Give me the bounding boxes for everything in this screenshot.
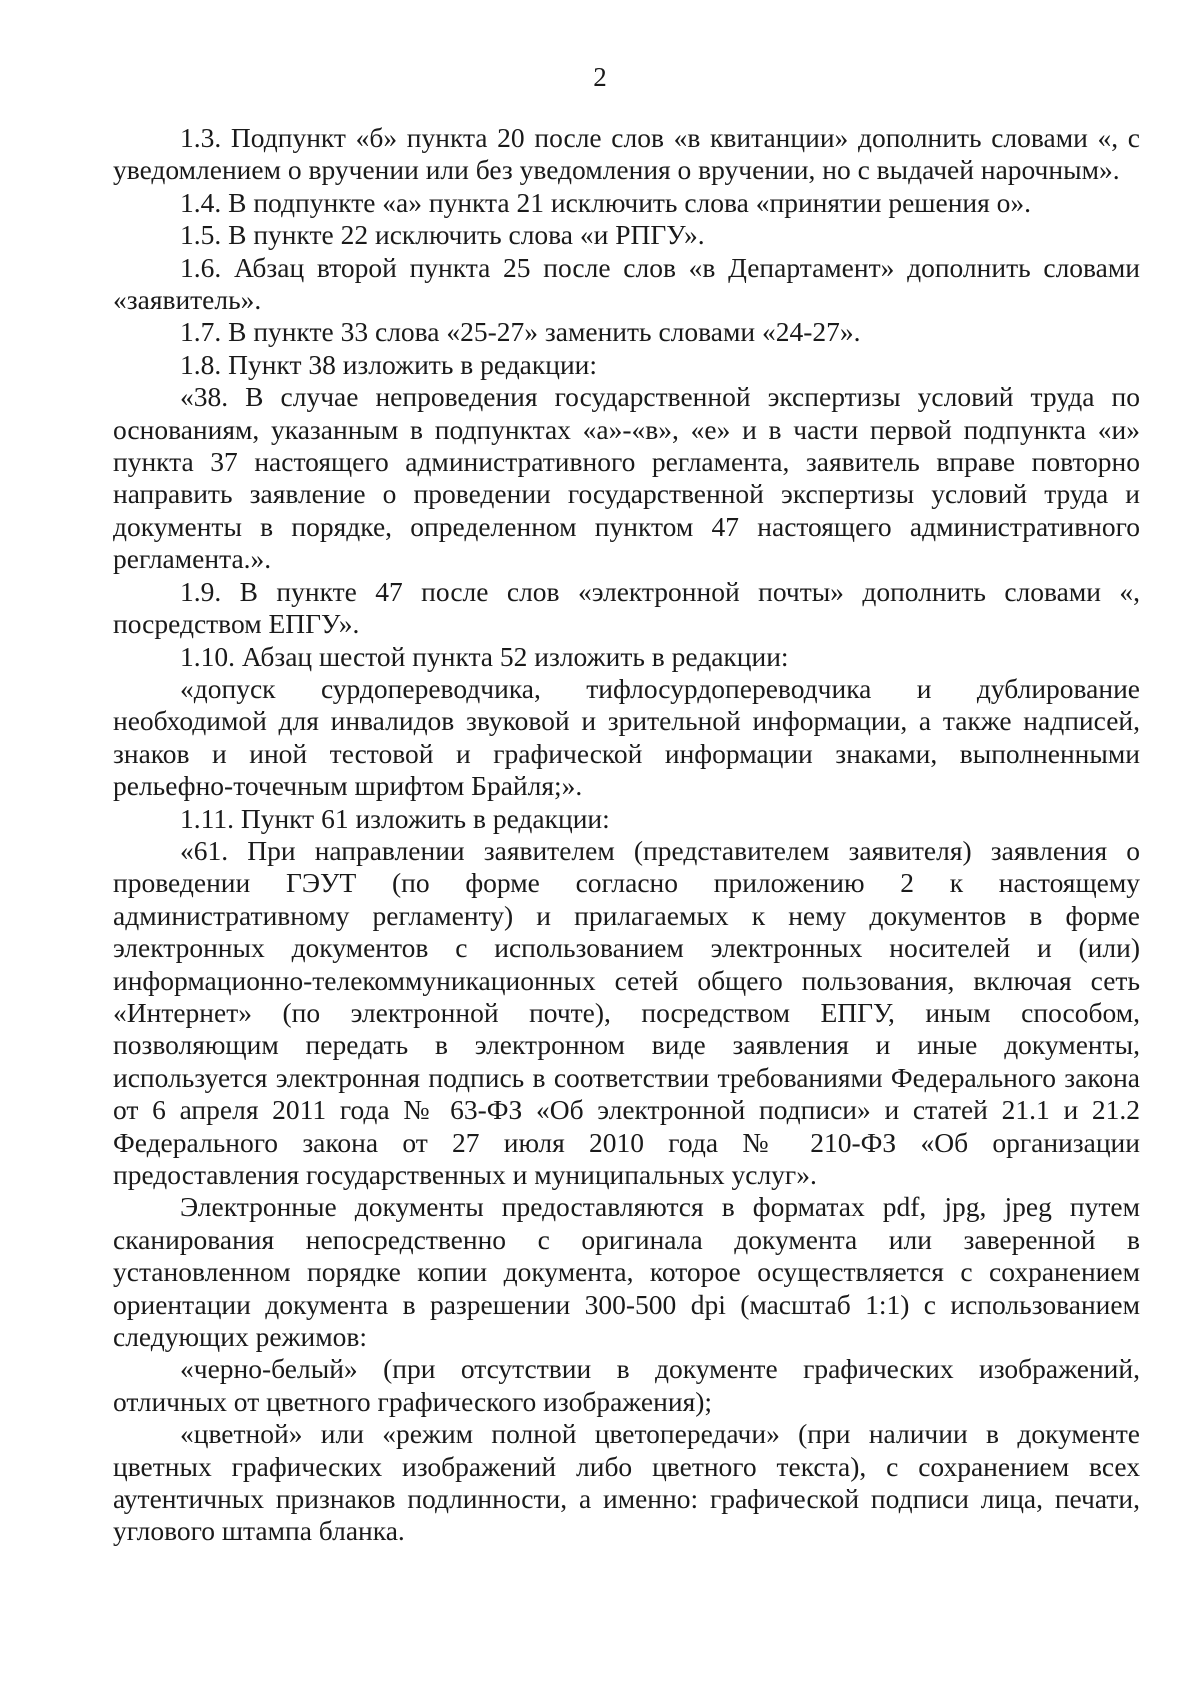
- paragraph-bw-mode: «черно-белый» (при отсутствии в документе графических изображений, отличных от цветного графического изображения);: [113, 1353, 1140, 1417]
- paragraph-1-10: 1.10. Абзац шестой пункта 52 изложить в редакции:: [180, 640, 789, 672]
- paragraph-1-3: 1.3. Подпункт «б» пункта 20 после слов «в квитанции» дополнить словами «, с уведомлением о вручении или без уведомления о вручении, но с выдачей нарочным».: [113, 122, 1140, 186]
- paragraph-quote-access: «допуск сурдопереводчика, тифлосурдопереводчика и дублирование необходимой для инвалидов звуковой и зрительной информации, а также надписей, знаков и иной тестовой и графической информации знаками, выполненными рельефно-точечным шрифтом Брайля;».: [113, 672, 1140, 802]
- paragraph-1-9: 1.9. В пункте 47 после слов «электронной почты» дополнить словами «, посредством ЕПГУ».: [113, 575, 1140, 640]
- page-number: 2: [593, 62, 607, 92]
- paragraph-quote-38: «38. В случае непроведения государственной экспертизы условий труда по основаниям, указанным в подпунктах «а»-«в», «е» и в части первой подпункта «и» пункта 37 настоящего административного регламента, заявитель вправе повторно направить заявление о проведении государственной экспертизы условий труда и документы в порядке, определенном пунктом 47 настоящего административного регламента.».: [113, 381, 1140, 575]
- paragraph-1-11: 1.11. Пункт 61 изложить в редакции:: [180, 802, 610, 834]
- paragraph-1-8: 1.8. Пункт 38 изложить в редакции:: [180, 348, 598, 380]
- document-body: [113, 122, 1140, 1548]
- paragraph-1-6: 1.6. Абзац второй пункта 25 после слов «в Департамент» дополнить словами «заявитель».: [113, 251, 1140, 316]
- paragraph-1-4: 1.4. В подпункте «а» пункта 21 исключить слова «принятии решения о».: [180, 186, 1032, 218]
- paragraph-electronic-documents: Электронные документы предоставляются в форматах pdf, jpg, jpeg путем сканирования непосредственно с оригинала документа или заверенной в установленном порядке копии документа, которое осуществляется с сохранением ориентации документа в разрешении 300-500 dpi (масштаб 1:1) с использованием следующих режимов:: [113, 1191, 1140, 1353]
- paragraph-1-7: 1.7. В пункте 33 слова «25-27» заменить словами «24-27».: [180, 316, 861, 348]
- paragraph-color-mode: «цветной» или «режим полной цветопередачи» (при наличии в документе цветных графических изображений либо цветного текста), с сохранением всех аутентичных признаков подлинности, а именно: графической подписи лица, печати, углового штампа бланка.: [113, 1418, 1140, 1547]
- paragraph-1-5: 1.5. В пункте 22 исключить слова «и РПГУ».: [180, 219, 705, 251]
- paragraph-quote-61: «61. При направлении заявителем (представителем заявителя) заявления о проведении ГЭУТ (по форме согласно приложению 2 к настоящему административному регламенту) и прилагаемых к нему документов в форме электронных документов с использованием электронных носителей и (или) информационно-телекоммуникационных сетей общего пользования, включая сеть «Интернет» (по электронной почте), посредством ЕПГУ, иным способом, позволяющим передать в электронном виде заявления и иные документы, используется электронная подпись в соответствии требованиями Федерального закона от 6 апреля 2011 года № 63-ФЗ «Об электронной подписи» и статей 21.1 и 21.2 Федерального закона от 27 июля 2010 года № 210-ФЗ «Об организации предоставления государственных и муниципальных услуг».: [113, 834, 1140, 1190]
